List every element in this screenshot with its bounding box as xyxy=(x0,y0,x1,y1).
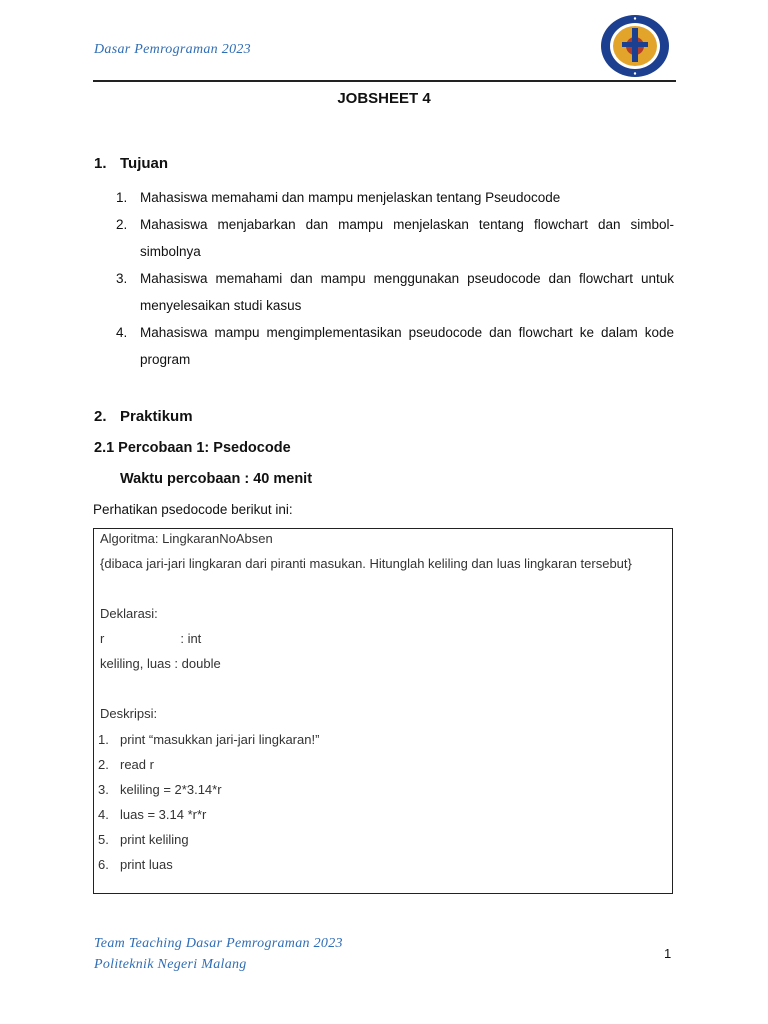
list-item xyxy=(116,211,674,265)
step-text: print luas xyxy=(120,857,173,872)
pseudocode-step xyxy=(98,732,319,747)
list-item xyxy=(116,265,674,319)
list-item-number: 3. xyxy=(116,271,128,286)
pseudocode-step xyxy=(98,857,173,872)
step-text: print keliling xyxy=(120,832,189,847)
step-number: 2. xyxy=(98,757,109,772)
section-title: Praktikum xyxy=(120,408,193,425)
list-item-number: 4. xyxy=(116,325,128,340)
header-divider xyxy=(93,80,676,82)
list-item-number: 2. xyxy=(116,217,128,232)
header-course-title: Dasar Pemrograman 2023 xyxy=(94,42,251,57)
footer-institution-line: Politeknik Negeri Malang xyxy=(94,957,247,972)
step-number: 1. xyxy=(98,732,109,747)
algorithm-line: Algoritma: LingkaranNoAbsen xyxy=(100,531,273,546)
list-item xyxy=(116,184,674,211)
pseudocode-step xyxy=(98,757,154,772)
intro-text: Perhatikan psedocode berikut ini: xyxy=(93,502,293,517)
polinema-logo-icon xyxy=(600,14,670,78)
pseudocode-step xyxy=(98,832,189,847)
footer-team-line: Team Teaching Dasar Pemrograman 2023 xyxy=(94,936,343,951)
step-text: keliling = 2*3.14*r xyxy=(120,782,222,797)
list-item-number: 1. xyxy=(116,190,128,205)
step-text: luas = 3.14 *r*r xyxy=(120,807,207,822)
description-label: Deskripsi: xyxy=(100,706,158,721)
declaration-keliling-luas: keliling, luas : double xyxy=(100,656,221,671)
declaration-r-type: : int xyxy=(180,631,202,646)
declaration-label: Deklarasi: xyxy=(100,606,158,621)
pseudocode-box xyxy=(93,528,673,894)
section-title: Tujuan xyxy=(120,155,169,172)
section-number: 1. xyxy=(94,155,107,172)
comment-line: {dibaca jari-jari lingkaran dari piranti masukan. Hitunglah keliling dan luas lingkaran tersebut} xyxy=(100,556,632,571)
section-tujuan-heading xyxy=(94,155,168,172)
list-item xyxy=(116,319,674,373)
pseudocode-step xyxy=(98,782,222,797)
page-number: 1 xyxy=(664,946,672,961)
list-item-text: Mahasiswa memahami dan mampu menjelaskan tentang Pseudocode xyxy=(140,190,561,205)
subsection-heading: 2.1 Percobaan 1: Psedocode xyxy=(94,440,291,456)
step-number: 3. xyxy=(98,782,109,797)
step-text: read r xyxy=(120,757,154,772)
step-number: 6. xyxy=(98,857,109,872)
step-text: print “masukkan jari-jari lingkaran!” xyxy=(120,732,320,747)
list-item-text: Mahasiswa menjabarkan dan mampu menjelaskan tentang flowchart dan simbol-simbolnya xyxy=(140,217,674,259)
list-item-text: Mahasiswa memahami dan mampu menggunakan pseudocode dan flowchart untuk menyelesaikan studi kasus xyxy=(140,271,674,313)
pseudocode-step xyxy=(98,807,206,822)
experiment-time: Waktu percobaan : 40 menit xyxy=(120,471,313,487)
objectives-list xyxy=(116,184,674,373)
list-item-text: Mahasiswa mampu mengimplementasikan pseudocode dan flowchart ke dalam kode program xyxy=(140,325,674,367)
section-number: 2. xyxy=(94,408,107,425)
section-praktikum-heading xyxy=(94,408,193,425)
step-number: 4. xyxy=(98,807,109,822)
step-number: 5. xyxy=(98,832,109,847)
document-title: JOBSHEET 4 xyxy=(337,90,431,107)
declaration-r-name: r xyxy=(100,631,105,646)
declaration-r xyxy=(100,631,201,646)
